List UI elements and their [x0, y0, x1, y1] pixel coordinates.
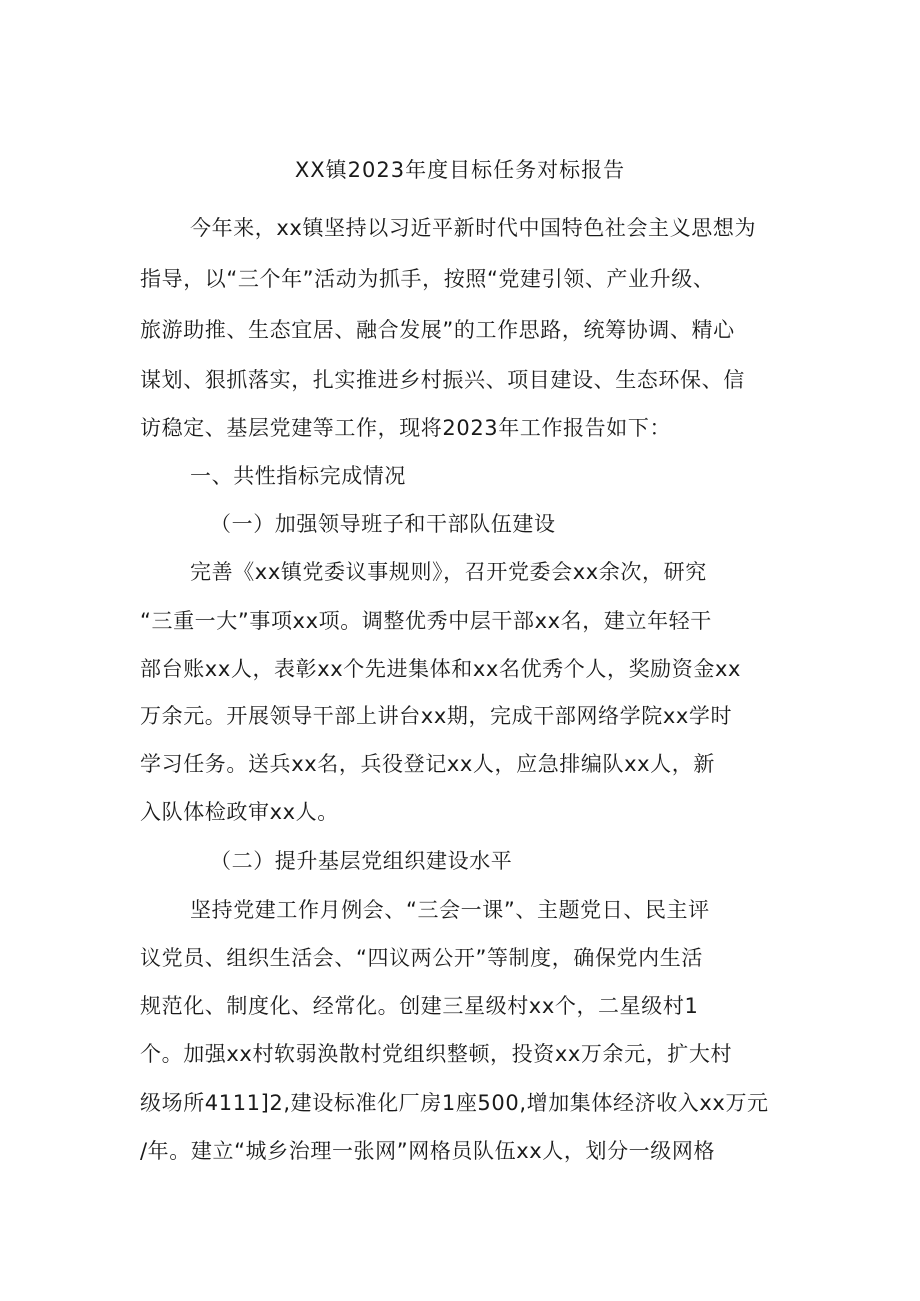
paragraph-line: 坚持党建工作月例会、“三会一课”、主题党日、民主评 [190, 898, 710, 922]
paragraph-line: “三重一大”事项xx项。调整优秀中层干部xx名，建立年轻干 [140, 609, 712, 633]
intro-line: 旅游助推、生态宜居、融合发展”的工作思路，统筹协调、精心 [140, 318, 735, 342]
intro-line: 今年来，xx镇坚持以习近平新时代中国特色社会主义思想为 [190, 216, 757, 240]
paragraph-line: 完善《xx镇党委议事规则》，召开党委会xx余次，研究 [190, 560, 707, 584]
paragraph-line: 学习任务。送兵xx名，兵役登记xx人，应急排编队xx人，新 [140, 752, 715, 776]
subsection-heading: （二）提升基层党组织建设水平 [210, 849, 513, 873]
paragraph-line: 议党员、组织生活会、“四议两公开”等制度，确保党内生活 [140, 946, 703, 970]
paragraph-line: 万余元。开展领导干部上讲台xx期，完成干部网络学院xx学时 [140, 704, 733, 728]
intro-line: 访稳定、基层党建等工作，现将2023年工作报告如下： [140, 416, 672, 440]
subsection-heading: （一）加强领导班子和干部队伍建设 [210, 512, 556, 536]
paragraph-line: 规范化、制度化、经常化。创建三星级村xx个，二星级村1 [140, 994, 699, 1018]
paragraph-line: 个。加强xx村软弱涣散村党组织整顿，投资xx万余元，扩大村 [140, 1042, 733, 1066]
intro-line: 谋划、狠抓落实，扎实推进乡村振兴、项目建设、生态环保、信 [140, 368, 745, 392]
paragraph-line: 入队体检政审xx人。 [140, 800, 339, 824]
paragraph-line: /年。建立“城乡治理一张网”网格员队伍xx人，划分一级网格 [140, 1139, 716, 1163]
intro-line: 指导，以“三个年”活动为抓手，按照“党建引领、产业升级、 [140, 267, 715, 291]
section-heading: 一、共性指标完成情况 [190, 464, 406, 488]
document-title: XX镇2023年度目标任务对标报告 [294, 158, 626, 182]
paragraph-line: 级场所4111]2,建设标准化厂房1座500,增加集体经济收入xx万元 [140, 1091, 769, 1115]
paragraph-line: 部台账xx人，表彰xx个先进集体和xx名优秀个人，奖励资金xx [140, 657, 742, 681]
